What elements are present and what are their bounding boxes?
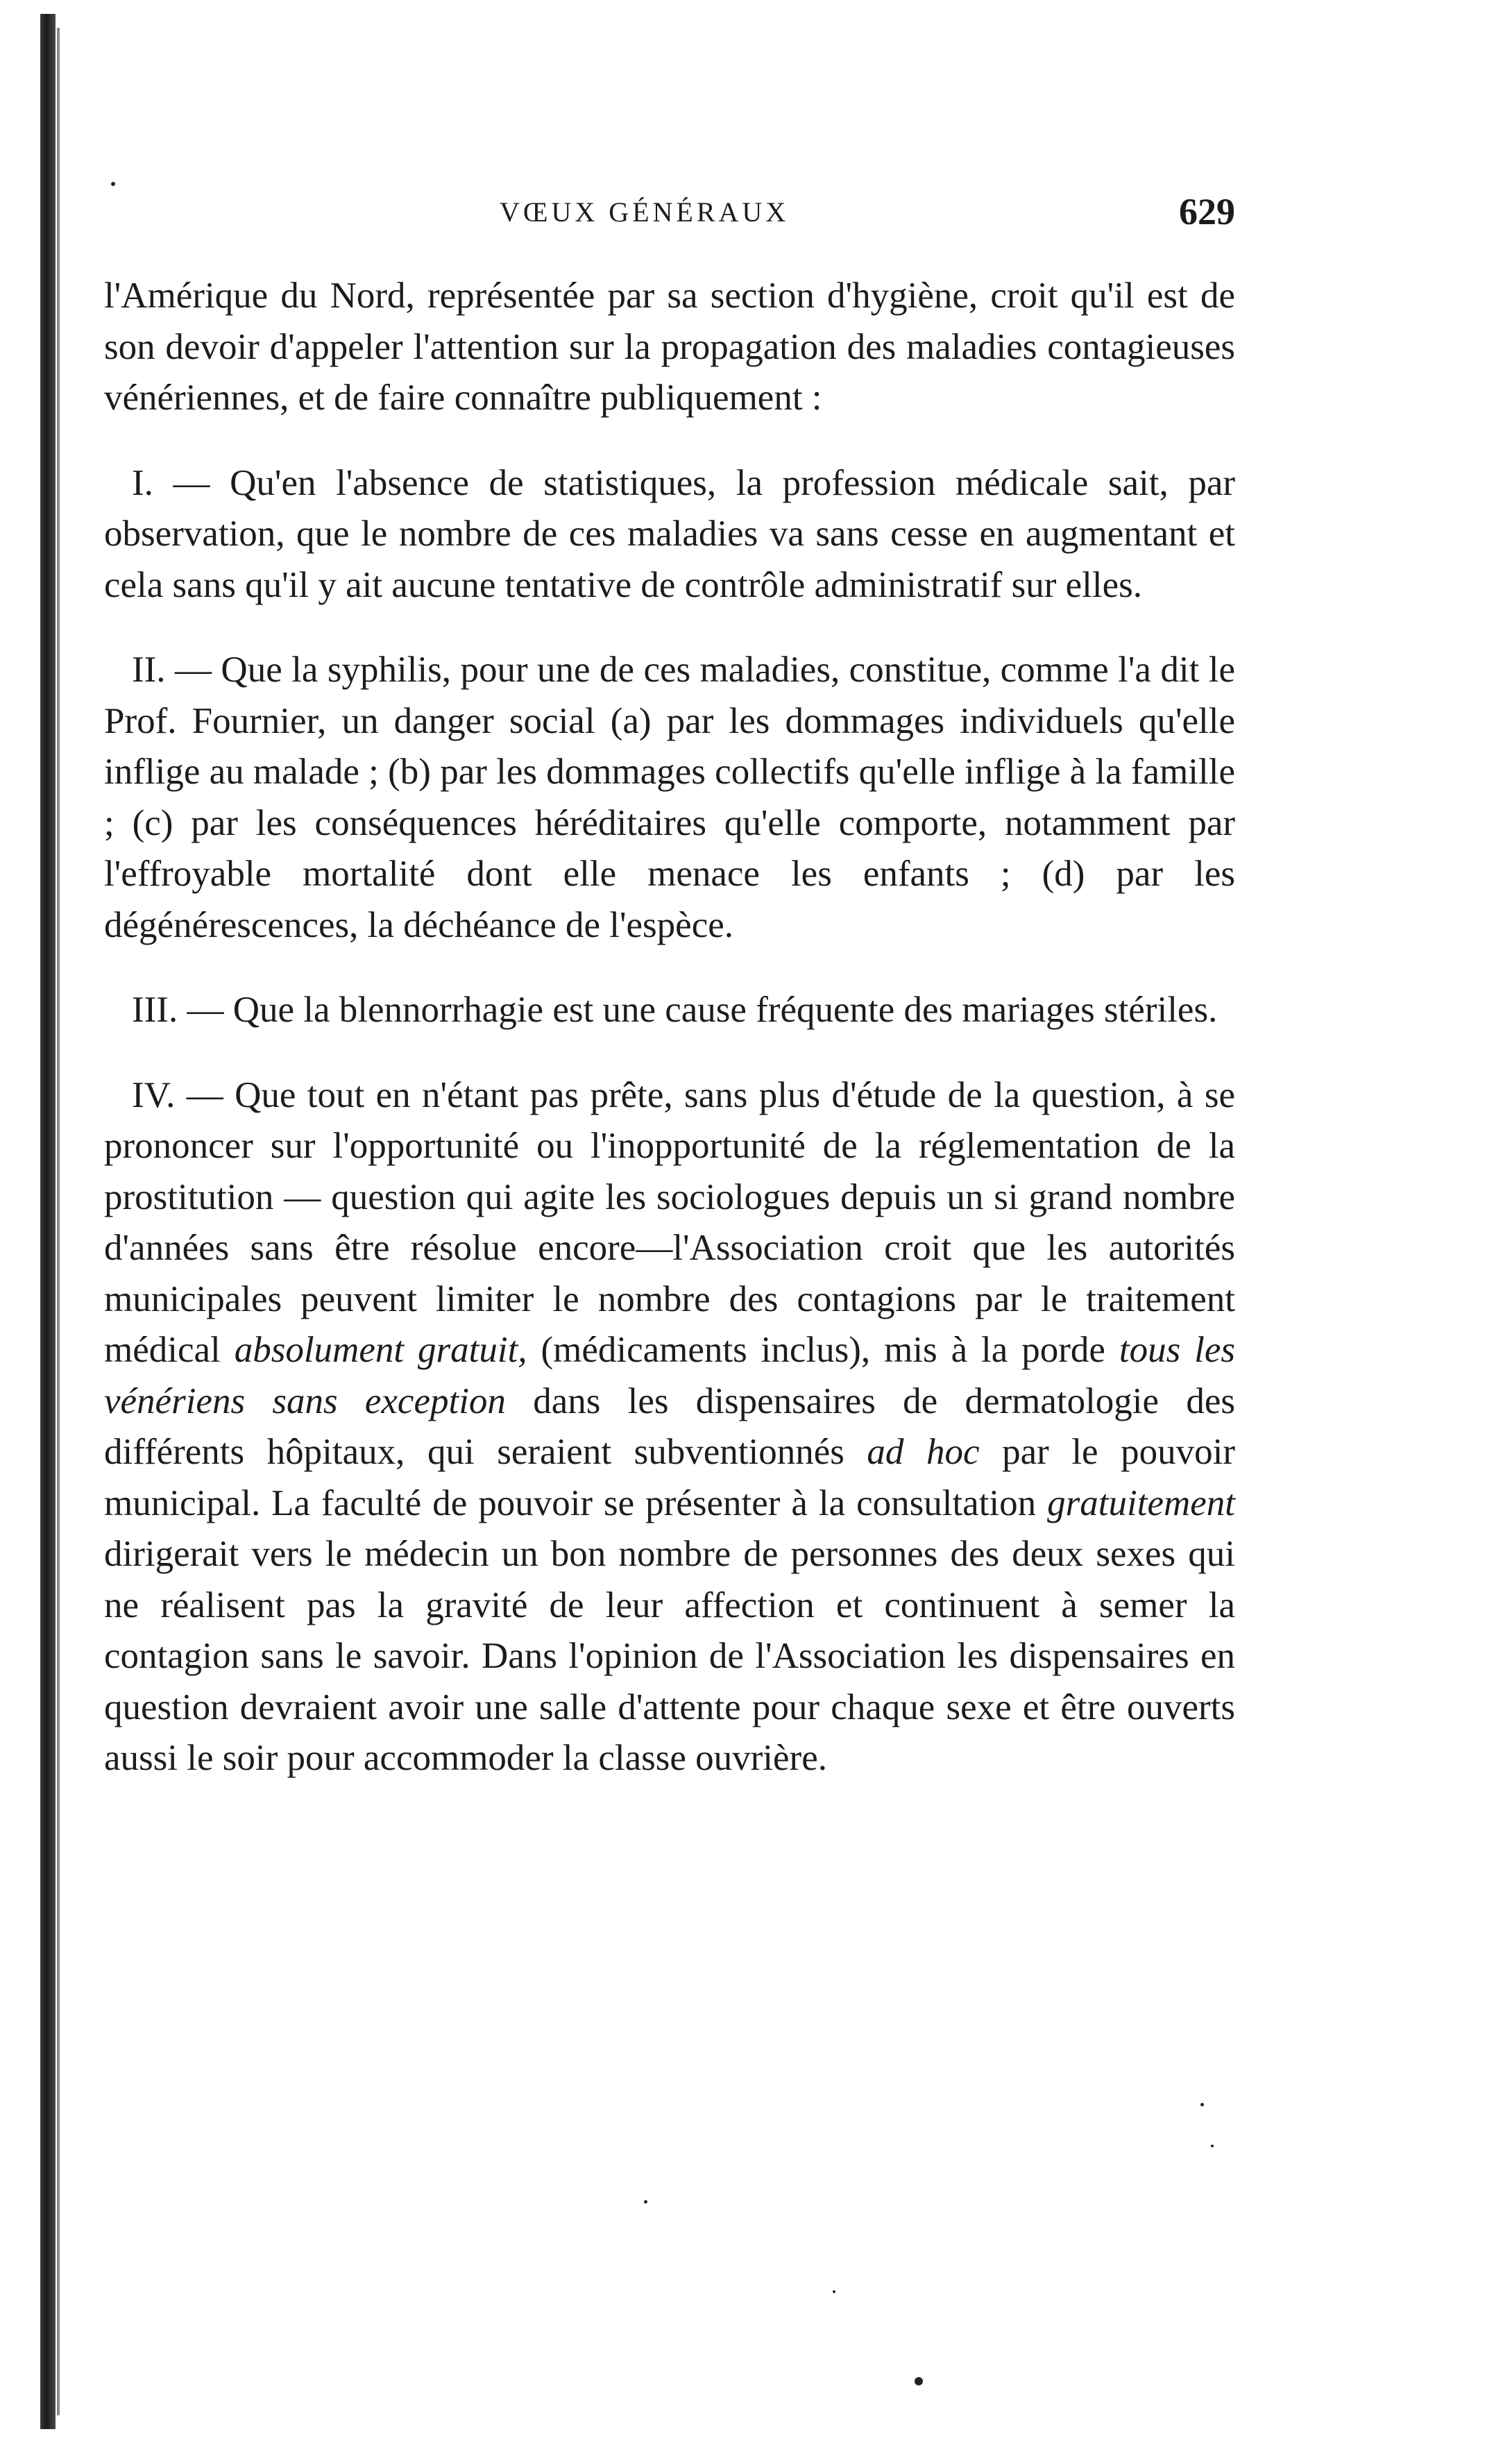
scan-speck — [644, 2200, 647, 2204]
paragraph-point-4-italic-segment: absolument gratuit, — [234, 1330, 527, 1370]
running-title: VŒUX GÉNÉRAUX — [500, 196, 790, 228]
paragraph-point-4-segment: (médicaments inclus), mis à la porde — [527, 1330, 1119, 1370]
paragraph-intro-text: l'Amérique du Nord, représentée par sa section d'hygiène, croit qu'il est de son devoir d'appeler l'attention sur la propagation des maladies contagieuses vénériennes, et de faire connaître publiquement : — [104, 276, 1235, 418]
page-number: 629 — [1179, 191, 1235, 233]
paragraph-point-4-italic-segment: tous les vénériens sans exception — [104, 1330, 1235, 1421]
paragraph-point-4-italic-segment: gratuitement — [1047, 1482, 1235, 1523]
scan-speck — [111, 182, 115, 186]
scan-speck — [833, 2290, 835, 2293]
paragraph-point-4-segment: dans les dispensaires de dermatologie des différents hôpitaux, qui seraient subventionnés — [104, 1380, 1235, 1472]
paragraph-point-3-text: III. — Que la blennorrhagie est une cause fréquente des mariages stériles. — [132, 990, 1218, 1030]
page-header — [104, 182, 1235, 237]
paragraph-point-4-segment: dirigerait vers le médecin un bon nombre de personnes des deux sexes qui ne réalisent pas la gravité de leur affection et continuent à semer la contagion sans le savoir. Dans l'opinion de l'Association les dispensaires en question devraient avoir une salle d'attente pour chaque sexe et être ouverts aussi le soir pour accommoder la classe ouvrière. — [104, 1534, 1235, 1778]
scan-speck — [1211, 2145, 1214, 2147]
paragraph-point-2 — [104, 645, 1235, 951]
paragraph-point-4-segment: par le pouvoir municipal. La faculté de pouvoir se présenter à la consultation — [104, 1432, 1235, 1523]
paragraph-intro — [104, 271, 1235, 424]
paragraph-point-1 — [104, 458, 1235, 611]
scan-speck — [915, 2377, 923, 2385]
paragraph-point-4-italic-segment: ad hoc — [867, 1432, 980, 1472]
paragraph-point-4 — [104, 1070, 1235, 1784]
binding-edge-highlight — [57, 28, 60, 2415]
body-text — [104, 271, 1235, 1818]
binding-edge — [40, 14, 56, 2429]
paragraph-point-2-text: II. — Que la syphilis, pour une de ces maladies, constitue, comme l'a dit le Prof. Fournier, un danger social (a) par les dommages individuels qu'elle inflige au malade ; (b) par les dommages collectifs qu'elle inflige à la famille ; (c) par les conséquences héréditaires qu'elle comporte, notamment par l'effroyable mortalité dont elle menace les enfants ; (d) par les dégénérescences, la déchéance de l'espèce. — [104, 650, 1235, 945]
scan-speck — [1200, 2103, 1204, 2106]
paragraph-point-3 — [104, 985, 1235, 1036]
paragraph-point-1-text: I. — Qu'en l'absence de statistiques, la profession médicale sait, par observation, que le nombre de ces maladies va sans cesse en augmentant et cela sans qu'il y ait aucune tentative de contrôle administratif sur elles. — [104, 462, 1235, 605]
paragraph-point-4-segment: IV. — Que tout en n'étant pas prête, sans plus d'étude de la question, à se prononcer sur l'opportunité ou l'inopportunité de la réglementation de la prostitution — question qui agite les sociologues depuis un si grand nombre d'années sans être résolue encore—l'Association croit que les autorités municipales peuvent limiter le nombre des contagions par le traitement médical — [104, 1074, 1235, 1370]
